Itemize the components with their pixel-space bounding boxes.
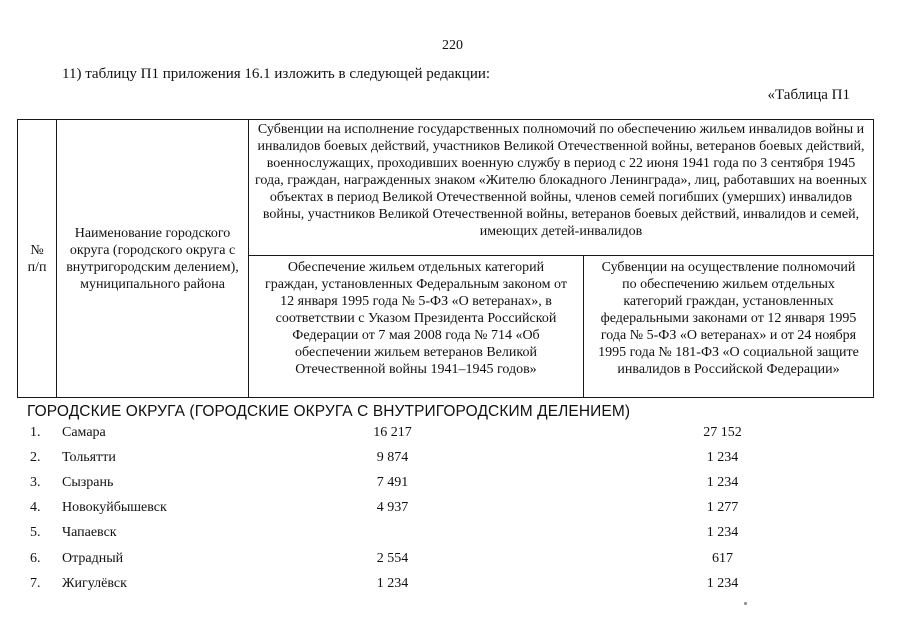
federal-subsidy-value: 617: [712, 551, 733, 566]
municipality-name: Тольятти: [62, 450, 116, 465]
row-number: 5.: [30, 525, 41, 540]
municipality-name: Самара: [62, 425, 106, 440]
column-header-federal-subsidies: Субвенции на осуществление полномочий по обеспечению жильем отдельных категорий граждан, установленных федеральными законами от 12 января 1995 года № 5-ФЗ «О ветеранах» и от 24 ноября 1995 года № 181-ФЗ «О социальной защите инвалидов в Российской Федерации»: [584, 256, 874, 398]
municipality-name: Чапаевск: [62, 525, 117, 540]
municipality-name: Отрадный: [62, 551, 124, 566]
column-header-subsidies: Субвенции на исполнение государственных полномочий по обеспечению жильем инвалидов войны и инвалидов боевых действий, участников Великой Отечественной войны, ветеранов боевых действий, военнослужащих, проходивших военную службу в период с 22 июня 1941 года по 3 сентября 1945 года, граждан, награжденных знаком «Жителю блокадного Ленинграда», лиц, работавших на военных объектах в период Великой Отечественной войны, членов семей погибших (умерших) инвалидов войны, участников Великой Отечественной войны, ветеранов боевых действий, инвалидов и семей, имеющих детей-инвалидов: [249, 120, 874, 256]
row-number: 1.: [30, 425, 41, 440]
column-header-municipality: Наименование городского округа (городского округа с внутригородским делением), муниципального района: [57, 120, 249, 398]
row-number: 2.: [30, 450, 41, 465]
housing-provision-value: 1 234: [376, 576, 409, 591]
subsidy-table-header: [17, 119, 874, 398]
federal-subsidy-value: 1 277: [706, 500, 739, 515]
scan-artifact: [744, 602, 747, 605]
column-header-number: № п/п: [18, 120, 57, 398]
housing-provision-value: 4 937: [376, 500, 409, 515]
table-row: [0, 576, 905, 596]
table-label: «Таблица П1: [767, 87, 850, 103]
housing-provision-value: 16 217: [373, 425, 412, 440]
row-number: 3.: [30, 475, 41, 490]
table-row: [0, 551, 905, 571]
row-number: 6.: [30, 551, 41, 566]
row-number: 4.: [30, 500, 41, 515]
row-number: 7.: [30, 576, 41, 591]
housing-provision-value: 9 874: [376, 450, 409, 465]
page-number: 220: [442, 38, 463, 53]
table-row: [0, 500, 905, 520]
table-row: [0, 450, 905, 470]
federal-subsidy-value: 27 152: [703, 425, 742, 440]
municipality-name: Сызрань: [62, 475, 114, 490]
section-heading: ГОРОДСКИЕ ОКРУГА (ГОРОДСКИЕ ОКРУГА С ВНУТРИГОРОДСКИМ ДЕЛЕНИЕМ): [27, 403, 631, 420]
amendment-instruction: 11) таблицу П1 приложения 16.1 изложить в следующей редакции:: [62, 66, 491, 82]
federal-subsidy-value: 1 234: [706, 475, 739, 490]
housing-provision-value: 7 491: [376, 475, 409, 490]
municipality-name: Новокуйбышевск: [62, 500, 167, 515]
federal-subsidy-value: 1 234: [706, 576, 739, 591]
housing-provision-value: 2 554: [376, 551, 409, 566]
federal-subsidy-value: 1 234: [706, 525, 739, 540]
table-row: [0, 425, 905, 445]
federal-subsidy-value: 1 234: [706, 450, 739, 465]
table-row: [0, 525, 905, 545]
column-header-housing-provision: Обеспечение жильем отдельных категорий граждан, установленных Федеральным законом от 12 января 1995 года № 5-ФЗ «О ветеранах», в соответствии с Указом Президента Российской Федерации от 7 мая 2008 года № 714 «Об обеспечении жильем ветеранов Великой Отечественной войны 1941–1945 годов»: [249, 256, 584, 398]
municipality-name: Жигулёвск: [62, 576, 127, 591]
table-row: [0, 475, 905, 495]
